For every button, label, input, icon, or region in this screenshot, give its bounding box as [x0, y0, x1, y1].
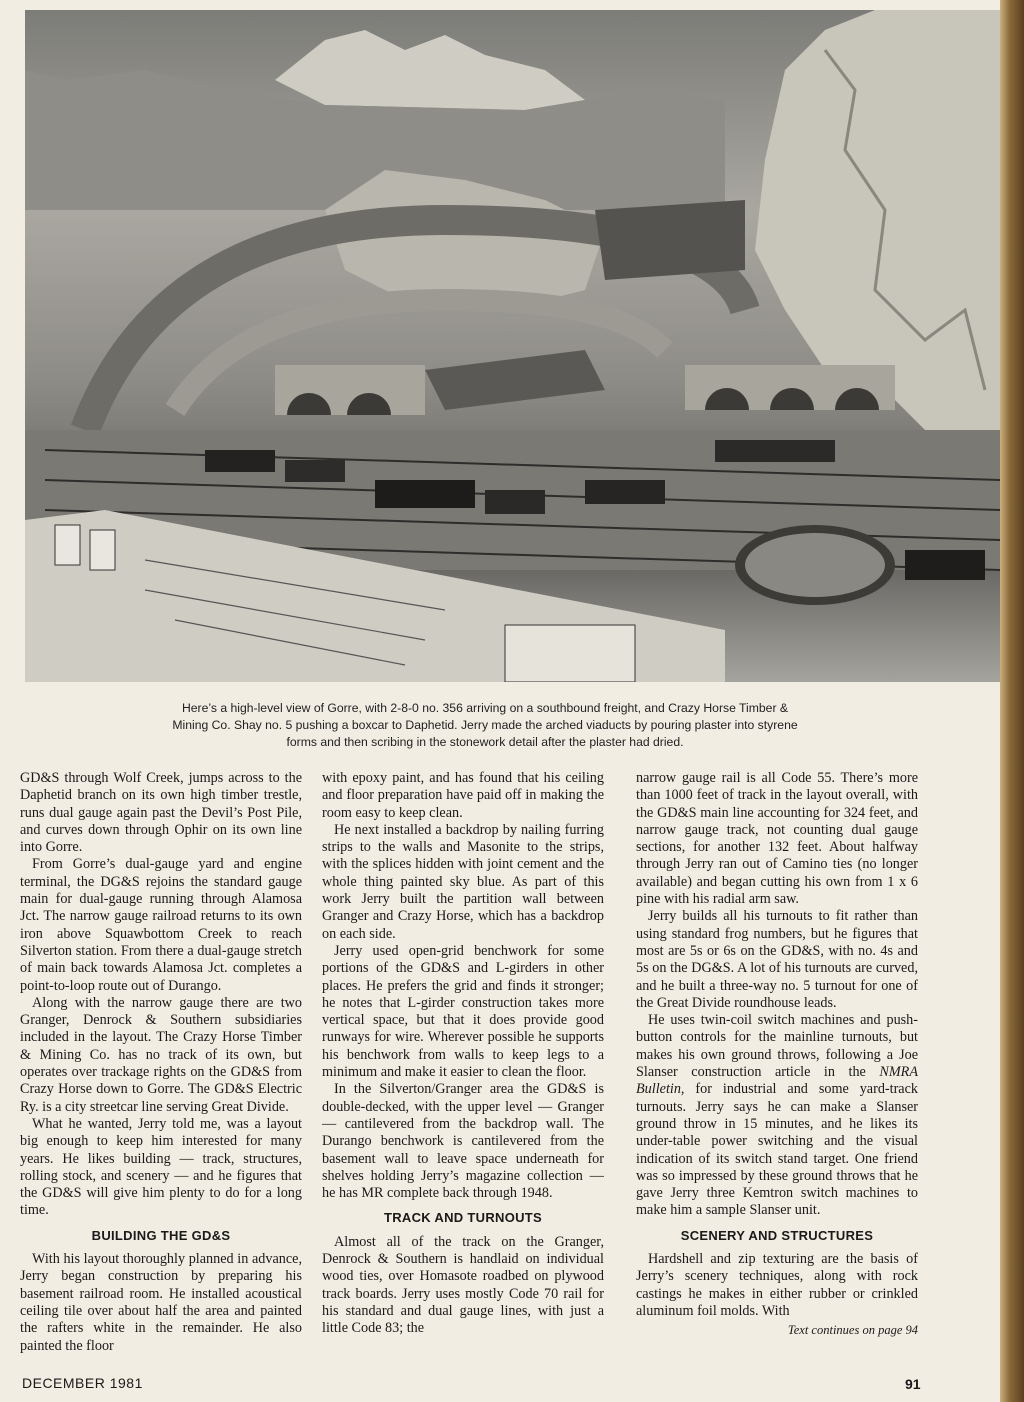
paragraph: He next installed a backdrop by nailing furring strips to the walls and Masonite to the strips, with the splices hidden with joint cement and the whole thing painted sky blue. As part of this work Jerry built the partition wall between Granger and Crazy Horse, which has a backdrop on each side. [322, 821, 604, 942]
text-column-1 [20, 770, 302, 1355]
text-column-3 [636, 770, 918, 1340]
paragraph [636, 1012, 918, 1220]
layout-photo-illustration [25, 10, 1000, 682]
paragraph-part: , for industrial and some yard-track turnouts. Jerry says he can make a Slanser ground throw in 15 minutes, and he likes its under-table power switching and the visual indication of its switch stand target. One friend was so impressed by these ground throws that he gave Jerry three Kemtron switch machines to make him a sample Slanser unit. [636, 1081, 918, 1219]
section-heading: BUILDING THE GD&S [91, 1227, 231, 1243]
paragraph: Almost all of the track on the Granger, Denrock & Southern is handlaid on individual wood ties, over Homasote roadbed on plywood track boards. Jerry uses mostly Code 70 rail for his standard and dual gauge lines, with just a little Code 83; the [322, 1233, 604, 1337]
section-heading: SCENERY AND STRUCTURES [680, 1227, 874, 1243]
photo-caption: Here’s a high-level view of Gorre, with 2-8-0 no. 356 arriving on a southbound freight, and Crazy Horse Timber & Mining Co. Shay no. 5 pushing a boxcar to Daphetid. Jerry made the arched viaducts by pouring plaster into styrene forms and then scribing in the stonework detail after the plaster had dried. [172, 701, 798, 749]
paragraph: From Gorre’s dual-gauge yard and engine terminal, the DG&S rejoins the standard gauge main for dual-gauge running through Alamosa Jct. The narrow gauge railroad returns to its own iron above Squawbottom Creek to reach Silverton station. From there a dual-gauge stretch of main back towards Alamosa Jct. completes a point-to-loop route out of Durango. [20, 856, 302, 994]
paragraph: with epoxy paint, and has found that his ceiling and floor preparation have paid off in making the room easy to keep clean. [322, 770, 604, 821]
text-column-2 [322, 770, 604, 1338]
section-heading: TRACK AND TURNOUTS [383, 1210, 543, 1226]
magazine-spine-edge [1000, 0, 1024, 1402]
paragraph: Along with the narrow gauge there are two Granger, Denrock & Southern subsidiaries included in the layout. The Crazy Horse Timber & Mining Co. has no track of its own, but operates over trackage rights on the GD&S from Crazy Horse down to Gorre. The GD&S Electric Ry. is a city streetcar line serving Great Divide. [20, 994, 302, 1115]
paragraph: Jerry used open-grid benchwork for some portions of the GD&S and L-girders in other places. He prefers the grid and finds it stronger; he notes that L-girder construction takes more vertical space, but that it does provide good runways for wire. Wherever possible he supports his benchwork from walls to keep legs to a minimum and make it easier to clean the floor. [322, 942, 604, 1081]
paragraph: Jerry builds all his turnouts to fit rather than using standard frog numbers, but he figures that most are 5s or 6s on the GD&S, with no. 4s and 5s on the DG&S. A lot of his turnouts are curved, and he built a three-way no. 5 turnout for one of the Great Divide roundhouse leads. [636, 908, 918, 1011]
layout-photo [25, 10, 1000, 682]
paragraph: With his layout thoroughly planned in advance, Jerry began construction by preparing his basement railroad room. He installed acoustical ceiling tile over about half the area and painted the rafters white in the remainder. He also painted the floor [20, 1251, 302, 1354]
issue-date: DECEMBER 1981 [22, 1375, 143, 1391]
paragraph-part: He uses twin-coil switch machines and push-button controls for the mainline turnouts, but makes his own ground throws, following a Joe Slanser construction article in the [636, 1012, 918, 1081]
paragraph: What he wanted, Jerry told me, was a layout big enough to keep him interested for many years. He likes building — track, structures, rolling stock, and scenery — and he figures that the GD&S will give him plenty to do for a long time. [20, 1115, 302, 1219]
continuation-note: Text continues on page 94 [787, 1323, 918, 1338]
publication-title: NMRA Bulletin [636, 1064, 918, 1098]
paragraph: narrow gauge rail is all Code 55. There’s more than 1000 feet of track in the layout overall, with the GD&S main line accounting for 324 feet, and narrow gauge track, not counting dual gauge sections, for another 132 feet. About halfway through Jerry ran out of Camino ties (no longer available) and began cutting his own from 1 x 6 pine with his radial arm saw. [636, 770, 918, 908]
page-number: 91 [905, 1376, 921, 1392]
paragraph: Hardshell and zip texturing are the basis of Jerry’s scenery techniques, along with rock castings he makes in either rubber or crinkled aluminum foil molds. With [636, 1251, 918, 1319]
paragraph: In the Silverton/Granger area the GD&S is double-decked, with the upper level — Granger — cantilevered from the backdrop wall. The Durango benchwork is cantilevered from the basement wall to leave space underneath for shelves holding Jerry’s magazine collection — he has MR complete back through 1948. [322, 1081, 604, 1202]
paragraph: GD&S through Wolf Creek, jumps across to the Daphetid branch on its own high timber trestle, runs dual gauge again past the Devil’s Post Pile, and curves down through Ophir on its own line into Gorre. [20, 770, 302, 856]
